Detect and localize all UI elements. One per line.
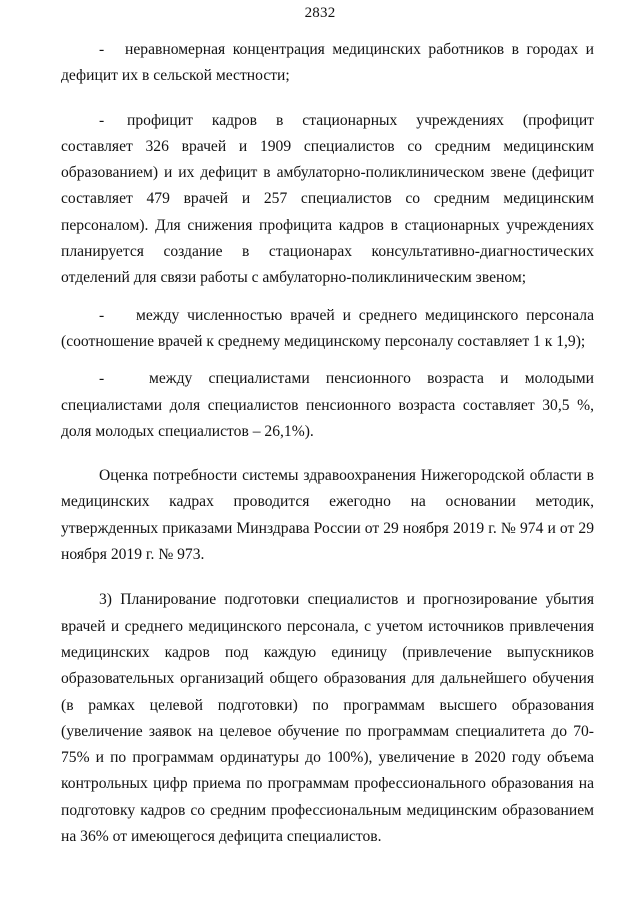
body-paragraph: 3) Планирование подготовки специалистов и прогнозирование убытия врачей и среднего медицинского персонала, с учетом источников привлечения медицинских кадров под каждую единицу (привлечение выпускников образовательных организаций общего образования для дальнейшего обучения (в рамках целевой подготовки) по программам высшего образования (увеличение заявок на целевое обучение по программам специалитета до 70-75% и по программам ординатуры до 100%), увеличение в 2020 году объема контрольных цифр приема по программам профессионального образования на подготовку кадров со средним профессиональным медицинским образованием на 36% от имеющегося дефицита специалистов. [61,591,594,846]
page-number: 2832 [304,5,336,21]
list-dash: - [99,41,105,58]
list-item-text: профицит кадров в стационарных учреждениях (профицит составляет 326 врачей и 1909 специалистов со средним медицинским образованием) и их дефицит в амбулаторно-поликлиническом звене (дефицит составляет 479 врачей и 257 специалистов со средним медицинским персоналом). Для снижения профицита кадров в стационарных учреждениях планируется создание в стационарах консультативно-диагностических отделений для связи работы с амбулаторно-поликлиническим звеном; [61,111,594,287]
list-dash: - [99,370,105,388]
document-body [61,37,594,850]
list-item-text: между численностью врачей и среднего медицинского персонала (соотношение врачей к среднему медицинскому персоналу составляет 1 к 1,9); [61,306,594,350]
list-item [61,108,594,292]
body-paragraph: Оценка потребности системы здравоохранения Нижегородской области в медицинских кадрах проводится ежегодно на основании методик, утвержденных приказами Минздрава России от 29 ноября 2019 г. № 974 и от 29 ноября 2019 г. № 973. [61,467,594,564]
list-dash: - [99,306,105,324]
list-item-text: неравномерная концентрация медицинских работников в городах и дефицит их в сельской местности; [61,41,594,85]
list-item [61,303,594,356]
list-item-text: между специалистами пенсионного возраста и молодыми специалистами доля специалистов пенсионного возраста составляет 30,5 %, доля молодых специалистов – 26,1%). [61,370,594,440]
list-item [61,366,594,445]
list-item [61,37,594,90]
list-dash: - [99,111,105,129]
